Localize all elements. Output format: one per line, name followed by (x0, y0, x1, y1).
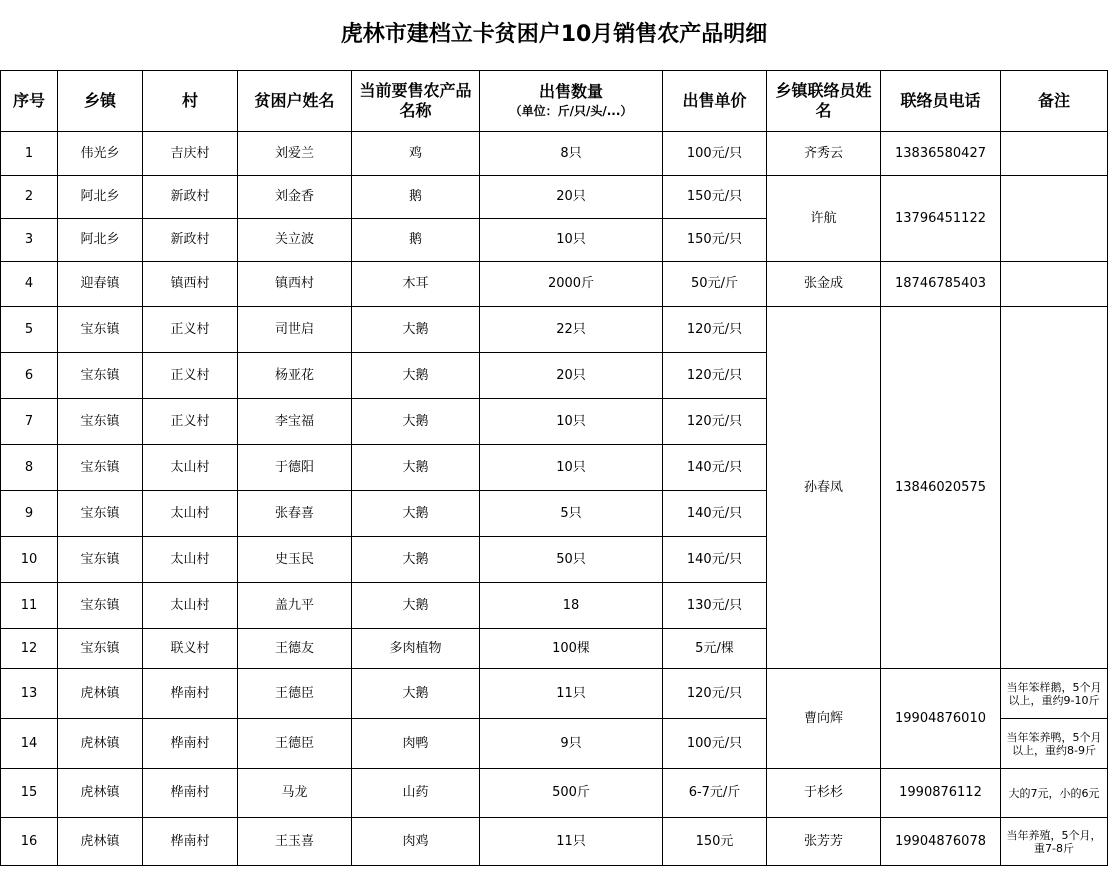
cell-village[interactable]: 正义村 (143, 399, 238, 445)
cell-village[interactable]: 联义村 (143, 629, 238, 669)
cell-seq[interactable]: 13 (1, 669, 58, 719)
cell-price[interactable]: 100元/只 (663, 132, 767, 176)
cell-qty[interactable]: 50只 (480, 537, 663, 583)
cell-price[interactable]: 50元/斤 (663, 262, 767, 307)
cell-product[interactable]: 大鹅 (352, 583, 480, 629)
cell-liaison[interactable]: 张芳芳 (767, 818, 881, 866)
cell-seq[interactable]: 15 (1, 769, 58, 818)
cell-name[interactable]: 关立波 (238, 219, 352, 262)
cell-qty[interactable]: 11只 (480, 818, 663, 866)
table-row (1, 307, 1108, 353)
cell-price[interactable]: 120元/只 (663, 669, 767, 719)
cell-qty[interactable]: 20只 (480, 353, 663, 399)
cell-price[interactable]: 150元 (663, 818, 767, 866)
cell-product[interactable]: 大鹅 (352, 491, 480, 537)
cell-town[interactable]: 虎林镇 (58, 818, 143, 866)
cell-product[interactable]: 山药 (352, 769, 480, 818)
cell-qty[interactable]: 10只 (480, 399, 663, 445)
cell-phone[interactable]: 1990876112 (881, 769, 1001, 818)
cell-qty[interactable]: 2000斤 (480, 262, 663, 307)
cell-product[interactable]: 多肉植物 (352, 629, 480, 669)
cell-phone[interactable]: 18746785403 (881, 262, 1001, 307)
cell-note[interactable]: 当年养殖，5个月，重7-8斤 (1001, 818, 1108, 866)
header-village[interactable]: 村 (143, 71, 238, 132)
cell-name[interactable]: 马龙 (238, 769, 352, 818)
header-qty-unit: （单位：斤/只/头/...） (509, 104, 633, 118)
cell-qty[interactable]: 10只 (480, 219, 663, 262)
cell-product[interactable]: 大鹅 (352, 353, 480, 399)
cell-product[interactable]: 大鹅 (352, 537, 480, 583)
cell-qty[interactable]: 500斤 (480, 769, 663, 818)
header-qty-label: 出售数量 (538, 82, 603, 101)
cell-village[interactable]: 新政村 (143, 219, 238, 262)
cell-note[interactable]: 大的7元，小的6元 (1001, 769, 1108, 818)
cell-seq[interactable]: 1 (1, 132, 58, 176)
cell-town[interactable]: 宝东镇 (58, 583, 143, 629)
cell-seq[interactable]: 11 (1, 583, 58, 629)
cell-name[interactable]: 王玉喜 (238, 818, 352, 866)
cell-village[interactable]: 正义村 (143, 353, 238, 399)
table-row (1, 262, 1108, 307)
cell-seq[interactable]: 16 (1, 818, 58, 866)
cell-qty[interactable]: 10只 (480, 445, 663, 491)
cell-liaison[interactable]: 于杉杉 (767, 769, 881, 818)
cell-note[interactable] (1001, 132, 1108, 176)
cell-village[interactable]: 太山村 (143, 491, 238, 537)
cell-liaison[interactable]: 曹向辉 (767, 669, 881, 769)
cell-price[interactable]: 5元/棵 (663, 629, 767, 669)
cell-name[interactable]: 刘爱兰 (238, 132, 352, 176)
table-row (1, 176, 1108, 219)
cell-qty[interactable]: 9只 (480, 719, 663, 769)
table-row (1, 769, 1108, 818)
cell-village[interactable]: 太山村 (143, 583, 238, 629)
cell-qty[interactable]: 5只 (480, 491, 663, 537)
cell-note[interactable]: 当年笨养鸭，5个月以上，重约8-9斤 (1001, 719, 1108, 769)
cell-town[interactable]: 宝东镇 (58, 399, 143, 445)
header-phone[interactable]: 联络员电话 (881, 71, 1001, 132)
cell-product[interactable]: 大鹅 (352, 399, 480, 445)
header-note[interactable]: 备注 (1001, 71, 1108, 132)
cell-qty[interactable]: 11只 (480, 669, 663, 719)
cell-product[interactable]: 大鹅 (352, 669, 480, 719)
header-name[interactable]: 贫困户姓名 (238, 71, 352, 132)
cell-phone[interactable]: 13846020575 (881, 307, 1001, 669)
cell-note[interactable] (1001, 307, 1108, 669)
cell-qty[interactable]: 22只 (480, 307, 663, 353)
cell-qty[interactable]: 8只 (480, 132, 663, 176)
cell-town[interactable]: 虎林镇 (58, 719, 143, 769)
cell-liaison[interactable]: 孙春凤 (767, 307, 881, 669)
cell-town[interactable]: 宝东镇 (58, 353, 143, 399)
cell-product[interactable]: 鸡 (352, 132, 480, 176)
cell-name[interactable]: 李宝福 (238, 399, 352, 445)
cell-seq[interactable]: 3 (1, 219, 58, 262)
cell-town[interactable]: 阿北乡 (58, 176, 143, 219)
cell-name[interactable]: 史玉民 (238, 537, 352, 583)
cell-name[interactable]: 司世启 (238, 307, 352, 353)
cell-price[interactable]: 150元/只 (663, 219, 767, 262)
cell-name[interactable]: 王德臣 (238, 669, 352, 719)
cell-price[interactable]: 6-7元/斤 (663, 769, 767, 818)
header-town[interactable]: 乡镇 (58, 71, 143, 132)
cell-name[interactable]: 镇西村 (238, 262, 352, 307)
cell-product[interactable]: 鹅 (352, 219, 480, 262)
cell-qty[interactable]: 20只 (480, 176, 663, 219)
cell-price[interactable]: 120元/只 (663, 399, 767, 445)
cell-product[interactable]: 大鹅 (352, 307, 480, 353)
cell-seq[interactable]: 5 (1, 307, 58, 353)
cell-seq[interactable]: 12 (1, 629, 58, 669)
cell-seq[interactable]: 2 (1, 176, 58, 219)
cell-product[interactable]: 肉鸡 (352, 818, 480, 866)
cell-seq[interactable]: 8 (1, 445, 58, 491)
cell-village[interactable]: 太山村 (143, 445, 238, 491)
cell-price[interactable]: 120元/只 (663, 307, 767, 353)
cell-product[interactable]: 木耳 (352, 262, 480, 307)
cell-price[interactable]: 120元/只 (663, 353, 767, 399)
cell-product[interactable]: 大鹅 (352, 445, 480, 491)
cell-seq[interactable]: 10 (1, 537, 58, 583)
cell-liaison[interactable]: 张金成 (767, 262, 881, 307)
cell-town[interactable]: 伟光乡 (58, 132, 143, 176)
cell-town[interactable]: 宝东镇 (58, 491, 143, 537)
cell-name[interactable]: 张春喜 (238, 491, 352, 537)
header-qty[interactable] (480, 71, 663, 132)
cell-product[interactable]: 肉鸭 (352, 719, 480, 769)
cell-village[interactable]: 新政村 (143, 176, 238, 219)
cell-name[interactable]: 王德臣 (238, 719, 352, 769)
cell-price[interactable]: 140元/只 (663, 491, 767, 537)
cell-qty[interactable]: 100棵 (480, 629, 663, 669)
cell-product[interactable]: 鹅 (352, 176, 480, 219)
cell-price[interactable]: 150元/只 (663, 176, 767, 219)
cell-seq[interactable]: 7 (1, 399, 58, 445)
cell-price[interactable]: 140元/只 (663, 537, 767, 583)
cell-town[interactable]: 宝东镇 (58, 445, 143, 491)
cell-town[interactable]: 迎春镇 (58, 262, 143, 307)
cell-village[interactable]: 桦南村 (143, 818, 238, 866)
cell-seq[interactable]: 9 (1, 491, 58, 537)
cell-phone[interactable]: 13796451122 (881, 176, 1001, 262)
table-row (1, 132, 1108, 176)
cell-village[interactable]: 太山村 (143, 537, 238, 583)
cell-liaison[interactable]: 许航 (767, 176, 881, 262)
cell-village[interactable]: 镇西村 (143, 262, 238, 307)
cell-phone[interactable]: 19904876078 (881, 818, 1001, 866)
cell-phone[interactable]: 13836580427 (881, 132, 1001, 176)
cell-seq[interactable]: 14 (1, 719, 58, 769)
cell-note[interactable] (1001, 262, 1108, 307)
cell-price[interactable]: 140元/只 (663, 445, 767, 491)
cell-village[interactable]: 桦南村 (143, 719, 238, 769)
header-seq[interactable]: 序号 (1, 71, 58, 132)
cell-price[interactable]: 100元/只 (663, 719, 767, 769)
cell-town[interactable]: 宝东镇 (58, 537, 143, 583)
cell-town[interactable]: 宝东镇 (58, 629, 143, 669)
page-title: 虎林市建档立卡贫困户10月销售农产品明细 (340, 22, 768, 47)
cell-village[interactable]: 桦南村 (143, 669, 238, 719)
cell-price[interactable]: 130元/只 (663, 583, 767, 629)
cell-seq[interactable]: 6 (1, 353, 58, 399)
cell-village[interactable]: 正义村 (143, 307, 238, 353)
cell-qty[interactable]: 18 (480, 583, 663, 629)
table-row (1, 818, 1108, 866)
header-product[interactable]: 当前要售农产品名称 (352, 71, 480, 132)
cell-name[interactable]: 王德友 (238, 629, 352, 669)
cell-note[interactable] (1001, 176, 1108, 262)
header-liaison[interactable]: 乡镇联络员姓名 (767, 71, 881, 132)
cell-village[interactable]: 桦南村 (143, 769, 238, 818)
header-row (1, 71, 1108, 132)
cell-name[interactable]: 刘金香 (238, 176, 352, 219)
cell-name[interactable]: 于德阳 (238, 445, 352, 491)
table-row (1, 669, 1108, 719)
cell-town[interactable]: 宝东镇 (58, 307, 143, 353)
cell-town[interactable]: 虎林镇 (58, 769, 143, 818)
cell-town[interactable]: 阿北乡 (58, 219, 143, 262)
cell-note[interactable]: 当年笨样鹅，5个月以上，重约9-10斤 (1001, 669, 1108, 719)
cell-phone[interactable]: 19904876010 (881, 669, 1001, 769)
cell-name[interactable]: 杨亚花 (238, 353, 352, 399)
cell-village[interactable]: 吉庆村 (143, 132, 238, 176)
cell-town[interactable]: 虎林镇 (58, 669, 143, 719)
cell-seq[interactable]: 4 (1, 262, 58, 307)
cell-liaison[interactable]: 齐秀云 (767, 132, 881, 176)
cell-name[interactable]: 盖九平 (238, 583, 352, 629)
header-price[interactable]: 出售单价 (663, 71, 767, 132)
